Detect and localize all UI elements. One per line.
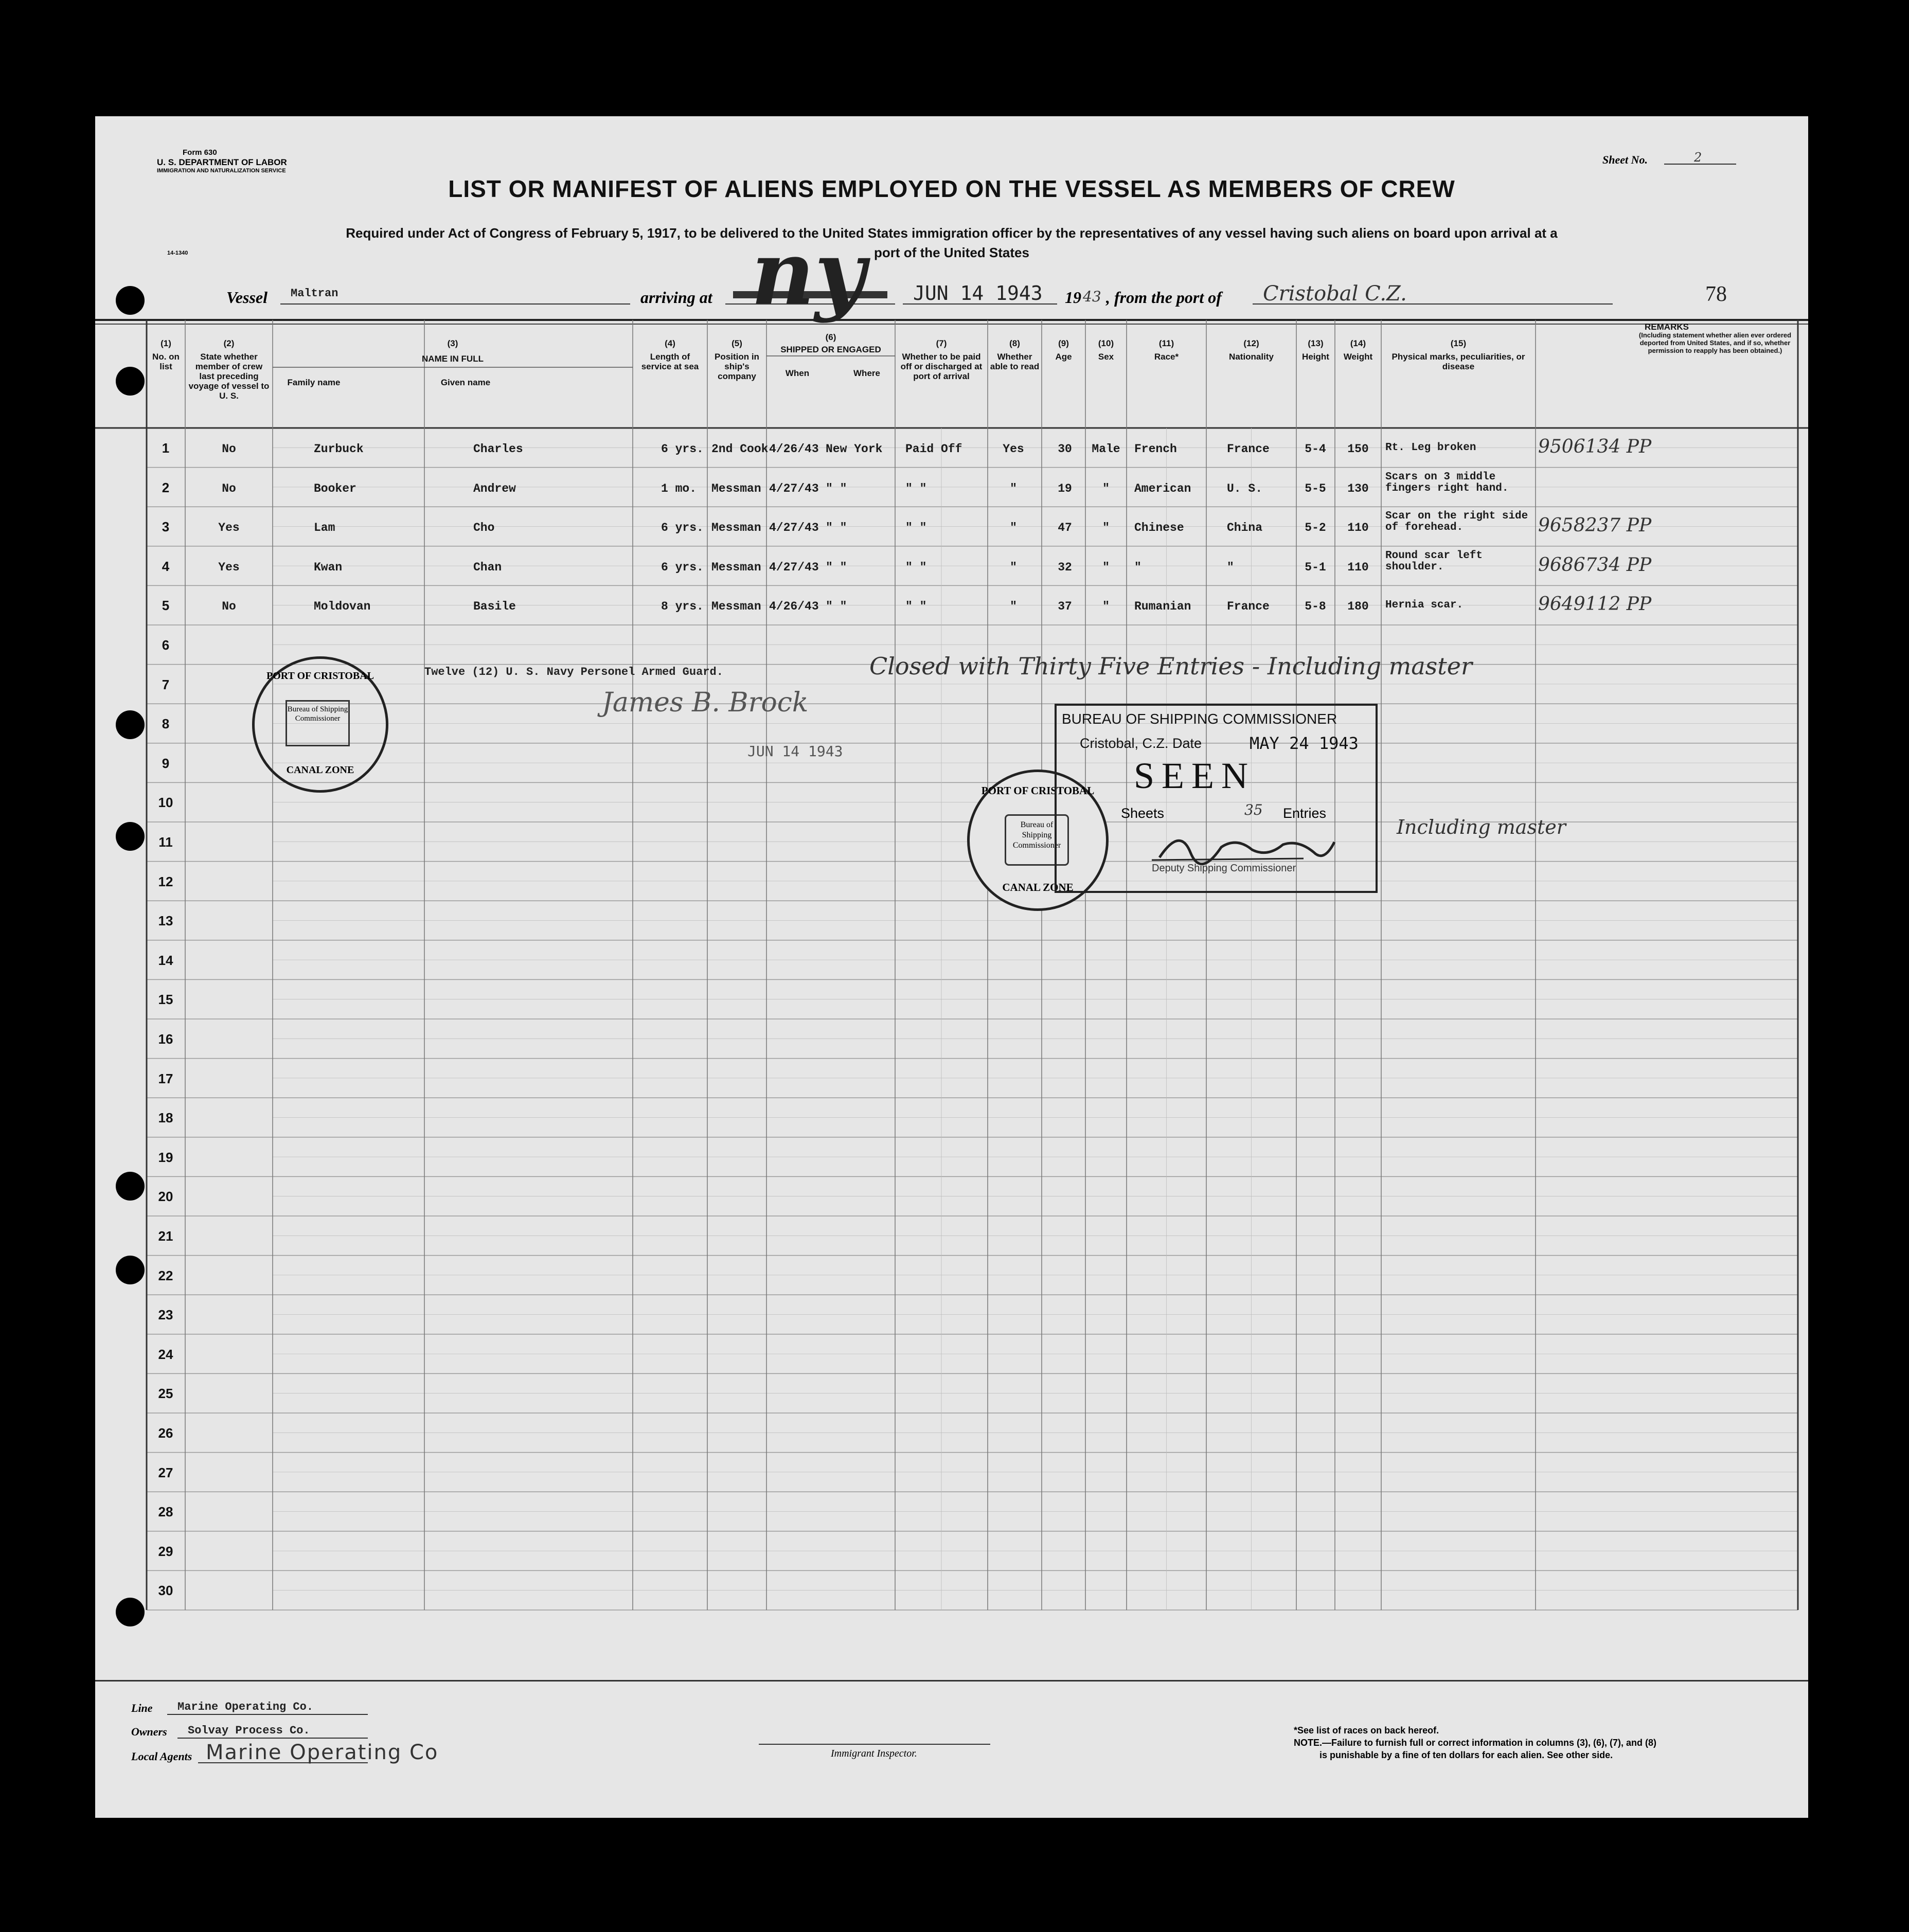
vessel-label: Vessel xyxy=(226,288,267,307)
row-number: 13 xyxy=(158,913,173,929)
signature: James B. Brock xyxy=(602,687,809,718)
column-header: State whether member of crew last preceding voyage of vessel to U. S. xyxy=(188,352,270,401)
cell-position: Messman xyxy=(711,560,761,574)
cell-paid: " " xyxy=(905,600,927,614)
footer-note-1: *See list of races on back hereof. xyxy=(1294,1725,1439,1736)
row-number: 6 xyxy=(162,637,170,653)
cell-prev: Yes xyxy=(218,521,240,535)
column-number: (14) xyxy=(1350,338,1366,348)
column-header: Weight xyxy=(1343,352,1373,362)
cell-physical-marks: Round scar left shoulder. xyxy=(1385,549,1483,573)
cell-paid: " " xyxy=(905,560,927,574)
row-number: 27 xyxy=(158,1464,173,1480)
row-number: 24 xyxy=(158,1346,173,1362)
cell-read: " xyxy=(1010,481,1017,495)
arriving-port-handwritten: ny xyxy=(751,222,866,325)
footer-note-3: is punishable by a fine of ten dollars for each alien. See other side. xyxy=(1319,1750,1613,1760)
row-number: 20 xyxy=(158,1189,173,1205)
column-number: (1) xyxy=(160,338,171,348)
row-number: 17 xyxy=(158,1070,173,1086)
cell-remarks: 9658237 PP xyxy=(1538,515,1652,536)
row-number: 18 xyxy=(158,1110,173,1126)
cell-weight: 110 xyxy=(1347,560,1369,574)
year-suffix: 43 xyxy=(1083,288,1101,305)
subtitle-line-1: Required under Act of Congress of February 5, 1917, to be delivered to the United States immigration officer by the representatives of any vessel having such aliens on board upon arrival at a xyxy=(346,225,1558,241)
column-number: (9) xyxy=(1058,338,1069,348)
row-number: 12 xyxy=(158,873,173,889)
cell-family: Zurbuck xyxy=(314,442,364,456)
entries-label: Entries xyxy=(1283,806,1327,821)
cell-prev: No xyxy=(222,600,236,614)
cell-family: Booker xyxy=(314,481,356,495)
cell-where: " " xyxy=(826,600,847,614)
form-number: Form 630 xyxy=(183,148,217,157)
seal-right-bottom: CANAL ZONE xyxy=(1002,881,1074,893)
seen-stamp: SEEN xyxy=(1134,755,1255,796)
cell-weight: 110 xyxy=(1347,521,1369,535)
cell-physical-marks: Rt. Leg broken xyxy=(1385,442,1476,454)
cell-age: 30 xyxy=(1058,442,1072,456)
footer-note-2: NOTE.—Failure to furnish full or correct information in columns (3), (6), (7), and (8) xyxy=(1294,1738,1657,1748)
column-header: Whether able to read xyxy=(990,352,1040,371)
row-number: 8 xyxy=(162,716,170,732)
cell-paid: Paid Off xyxy=(905,442,962,456)
from-port-label: , from the port of xyxy=(1106,288,1222,307)
bureau-shipping-stamp xyxy=(1055,704,1378,893)
row-number: 11 xyxy=(158,834,173,850)
cell-prev: No xyxy=(222,442,236,456)
row-number: 4 xyxy=(162,558,170,574)
cell-service: 6 yrs. xyxy=(661,521,704,535)
cell-given: Charles xyxy=(473,442,523,456)
row-number: 21 xyxy=(158,1228,173,1244)
column-number: (2) xyxy=(223,338,235,348)
cell-physical-marks: Hernia scar. xyxy=(1385,599,1464,612)
column-header: SHIPPED OR ENGAGED xyxy=(780,345,881,354)
column-number: (3) xyxy=(447,338,458,348)
cell-given: Andrew xyxy=(473,481,516,495)
column-header: Position in ship's company xyxy=(715,352,759,381)
row-number: 7 xyxy=(162,676,170,692)
cell-when: 4/26/43 xyxy=(769,600,819,614)
row-number: 15 xyxy=(158,992,173,1008)
cell-nat: France xyxy=(1227,600,1270,614)
row-number: 29 xyxy=(158,1543,173,1559)
cell-read: Yes xyxy=(1003,442,1024,456)
column-header: Sex xyxy=(1098,352,1114,362)
cell-sex: " xyxy=(1102,560,1110,574)
cell-race: " xyxy=(1134,560,1141,574)
cell-sex: " xyxy=(1102,600,1110,614)
cell-race: French xyxy=(1134,442,1177,456)
cell-remarks: 9649112 PP xyxy=(1538,594,1652,615)
row-number: 25 xyxy=(158,1386,173,1402)
cell-family: Moldovan xyxy=(314,600,371,614)
remarks-note: (Including statement whether alien ever ordered deported from United States, and if so, whether permission to reapply has been obtained.) xyxy=(1638,331,1792,354)
row-number: 2 xyxy=(162,479,170,495)
cell-nat: France xyxy=(1227,442,1270,456)
armed-guard-note: Twelve (12) U. S. Navy Personel Armed Guard. xyxy=(424,666,723,678)
cell-age: 19 xyxy=(1058,481,1072,495)
port-cristobal-seal-left xyxy=(252,656,388,793)
row-number: 30 xyxy=(158,1583,173,1599)
cell-family: Kwan xyxy=(314,560,343,574)
cell-given: Basile xyxy=(473,600,516,614)
column-number: (6) xyxy=(825,332,836,342)
local-agents-label: Local Agents xyxy=(131,1750,192,1763)
row-number: 14 xyxy=(158,952,173,968)
bureau-stamp-title: BUREAU OF SHIPPING COMMISSIONER xyxy=(1062,711,1337,727)
line-value: Marine Operating Co. xyxy=(177,1701,314,1713)
row-number: 19 xyxy=(158,1149,173,1165)
owners-value: Solvay Process Co. xyxy=(188,1724,310,1737)
vessel-name: Maltran xyxy=(291,287,338,300)
inspector-label: Immigrant Inspector. xyxy=(831,1748,917,1759)
column-number: (10) xyxy=(1098,338,1114,348)
entries-number: 35 xyxy=(1244,801,1263,818)
column-header: Nationality xyxy=(1229,352,1274,362)
column-header: Age xyxy=(1055,352,1072,362)
cell-position: Messman xyxy=(711,600,761,614)
cell-race: American xyxy=(1134,481,1191,495)
cell-when: 4/27/43 xyxy=(769,481,819,495)
cell-read: " xyxy=(1010,560,1017,574)
line-label: Line xyxy=(131,1702,153,1714)
row-number: 10 xyxy=(158,795,173,811)
row-number: 22 xyxy=(158,1267,173,1283)
seal-right-top: PORT OF CRISTOBAL xyxy=(981,784,1095,797)
owners-rule xyxy=(177,1738,368,1739)
subtitle-line-2: port of the United States xyxy=(874,245,1029,260)
cell-sex: " xyxy=(1102,521,1110,535)
department-name: U. S. DEPARTMENT OF LABOR xyxy=(157,157,287,167)
column-number: (15) xyxy=(1450,338,1467,348)
column-number: (4) xyxy=(665,338,675,348)
shipped-where-header: Where xyxy=(853,368,880,378)
sheets-label: Sheets xyxy=(1121,806,1165,821)
bureau-stamp-date: MAY 24 1943 xyxy=(1250,734,1359,753)
cell-remarks: 9506134 PP xyxy=(1538,436,1652,457)
cell-paid: " " xyxy=(905,481,927,495)
cell-where: " " xyxy=(826,560,847,574)
column-header: Physical marks, peculiarities, or disease xyxy=(1391,352,1525,371)
cell-remarks: 9686734 PP xyxy=(1538,554,1652,576)
shipped-when-header: When xyxy=(785,368,810,378)
column-header: REMARKS xyxy=(1645,322,1689,332)
cell-where: " " xyxy=(826,481,847,495)
cell-read: " xyxy=(1010,600,1017,614)
footer-rule xyxy=(95,1680,1808,1681)
cell-weight: 180 xyxy=(1347,600,1369,614)
column-number: (11) xyxy=(1158,338,1174,348)
cell-race: Rumanian xyxy=(1134,600,1191,614)
from-port-handwritten: Cristobal C.Z. xyxy=(1263,282,1407,306)
cell-service: 1 mo. xyxy=(661,481,697,495)
column-header: No. on list xyxy=(152,352,180,371)
sheet-number: 2 xyxy=(1694,150,1702,165)
cell-race: Chinese xyxy=(1134,521,1184,535)
seal-left-bottom: CANAL ZONE xyxy=(286,764,354,776)
cell-given: Cho xyxy=(473,521,495,535)
cell-prev: Yes xyxy=(218,560,240,574)
column-header: Whether to be paid off or discharged at port of arrival xyxy=(900,352,983,381)
cell-when: 4/27/43 xyxy=(769,560,819,574)
cell-nat: China xyxy=(1227,521,1263,535)
page-title: LIST OR MANIFEST OF ALIENS EMPLOYED ON THE VESSEL AS MEMBERS OF CREW xyxy=(448,175,1455,202)
column-number: (12) xyxy=(1243,338,1259,348)
cell-paid: " " xyxy=(905,521,927,535)
cell-service: 8 yrs. xyxy=(661,600,704,614)
cell-height: 5-5 xyxy=(1305,481,1326,495)
row-number: 26 xyxy=(158,1425,173,1441)
cell-physical-marks: Scars on 3 middle fingers right hand. xyxy=(1385,471,1509,494)
column-header: Length of service at sea xyxy=(641,352,699,371)
column-number: (7) xyxy=(936,338,947,348)
arriving-label: arriving at xyxy=(640,288,712,307)
cell-where: New York xyxy=(826,442,883,456)
cell-height: 5-1 xyxy=(1305,560,1326,574)
cell-age: 47 xyxy=(1058,521,1072,535)
deputy-commissioner-label: Deputy Shipping Commissioner xyxy=(1152,863,1296,874)
row-number: 9 xyxy=(162,755,170,771)
manifest-sheet xyxy=(95,116,1808,1818)
column-header: Height xyxy=(1302,352,1329,362)
cell-weight: 150 xyxy=(1347,442,1369,456)
local-agents-value: Marine Operating Co xyxy=(206,1741,439,1764)
cell-family: Lam xyxy=(314,521,335,535)
service-name: IMMIGRATION AND NATURALIZATION SERVICE xyxy=(157,168,286,174)
bureau-stamp-date-label: Cristobal, C.Z. Date xyxy=(1080,736,1202,751)
cell-position: Messman xyxy=(711,481,761,495)
cell-when: 4/26/43 xyxy=(769,442,819,456)
row-number: 5 xyxy=(162,598,170,614)
line-rule xyxy=(167,1714,368,1715)
cell-service: 6 yrs. xyxy=(661,560,704,574)
page-number: 78 xyxy=(1705,282,1727,306)
seal-left-top: PORT OF CRISTOBAL xyxy=(266,670,374,682)
row-number: 28 xyxy=(158,1504,173,1520)
cell-physical-marks: Scar on the right side of forehead. xyxy=(1385,510,1528,534)
column-header: Race* xyxy=(1154,352,1179,362)
row-number: 1 xyxy=(162,440,170,456)
cell-sex: Male xyxy=(1092,442,1120,456)
family-name-header: Family name xyxy=(287,378,341,387)
cell-when: 4/27/43 xyxy=(769,521,819,535)
cell-read: " xyxy=(1010,521,1017,535)
row-number: 16 xyxy=(158,1031,173,1047)
cell-weight: 130 xyxy=(1347,481,1369,495)
column-number: (8) xyxy=(1009,338,1020,348)
inspector-rule xyxy=(759,1744,990,1745)
date-stamp-2: JUN 14 1943 xyxy=(747,743,843,760)
cell-height: 5-4 xyxy=(1305,442,1326,456)
form-code: 14-1340 xyxy=(167,250,188,256)
cell-height: 5-2 xyxy=(1305,521,1326,535)
arrival-date-stamp: JUN 14 1943 xyxy=(913,282,1043,305)
year-prefix: 19 xyxy=(1065,288,1081,307)
sheet-label: Sheet No. xyxy=(1602,153,1648,166)
cell-service: 6 yrs. xyxy=(661,442,704,456)
cell-nat: U. S. xyxy=(1227,481,1263,495)
cell-age: 37 xyxy=(1058,600,1072,614)
closed-entries-note: Closed with Thirty Five Entries - Including master xyxy=(869,652,1472,680)
seal-left-center: Bureau of Shipping Commissioner xyxy=(286,700,350,746)
owners-label: Owners xyxy=(131,1725,167,1738)
row-number: 3 xyxy=(162,519,170,535)
cell-age: 32 xyxy=(1058,560,1072,574)
including-master-note: Including master xyxy=(1397,816,1566,838)
cell-where: " " xyxy=(826,521,847,535)
column-number: (13) xyxy=(1308,338,1324,348)
row-number: 23 xyxy=(158,1307,173,1323)
given-name-header: Given name xyxy=(440,378,491,387)
cell-height: 5-8 xyxy=(1305,600,1326,614)
cell-sex: " xyxy=(1102,481,1110,495)
cell-nat: " xyxy=(1227,560,1234,574)
cell-position: 2nd Cook xyxy=(711,442,769,456)
column-number: (5) xyxy=(732,338,742,348)
cell-prev: No xyxy=(222,481,236,495)
column-header: NAME IN FULL xyxy=(422,354,484,364)
seal-right-center: Bureau of Shipping Commissioner xyxy=(1005,814,1069,866)
cell-position: Messman xyxy=(711,521,761,535)
cell-given: Chan xyxy=(473,560,502,574)
